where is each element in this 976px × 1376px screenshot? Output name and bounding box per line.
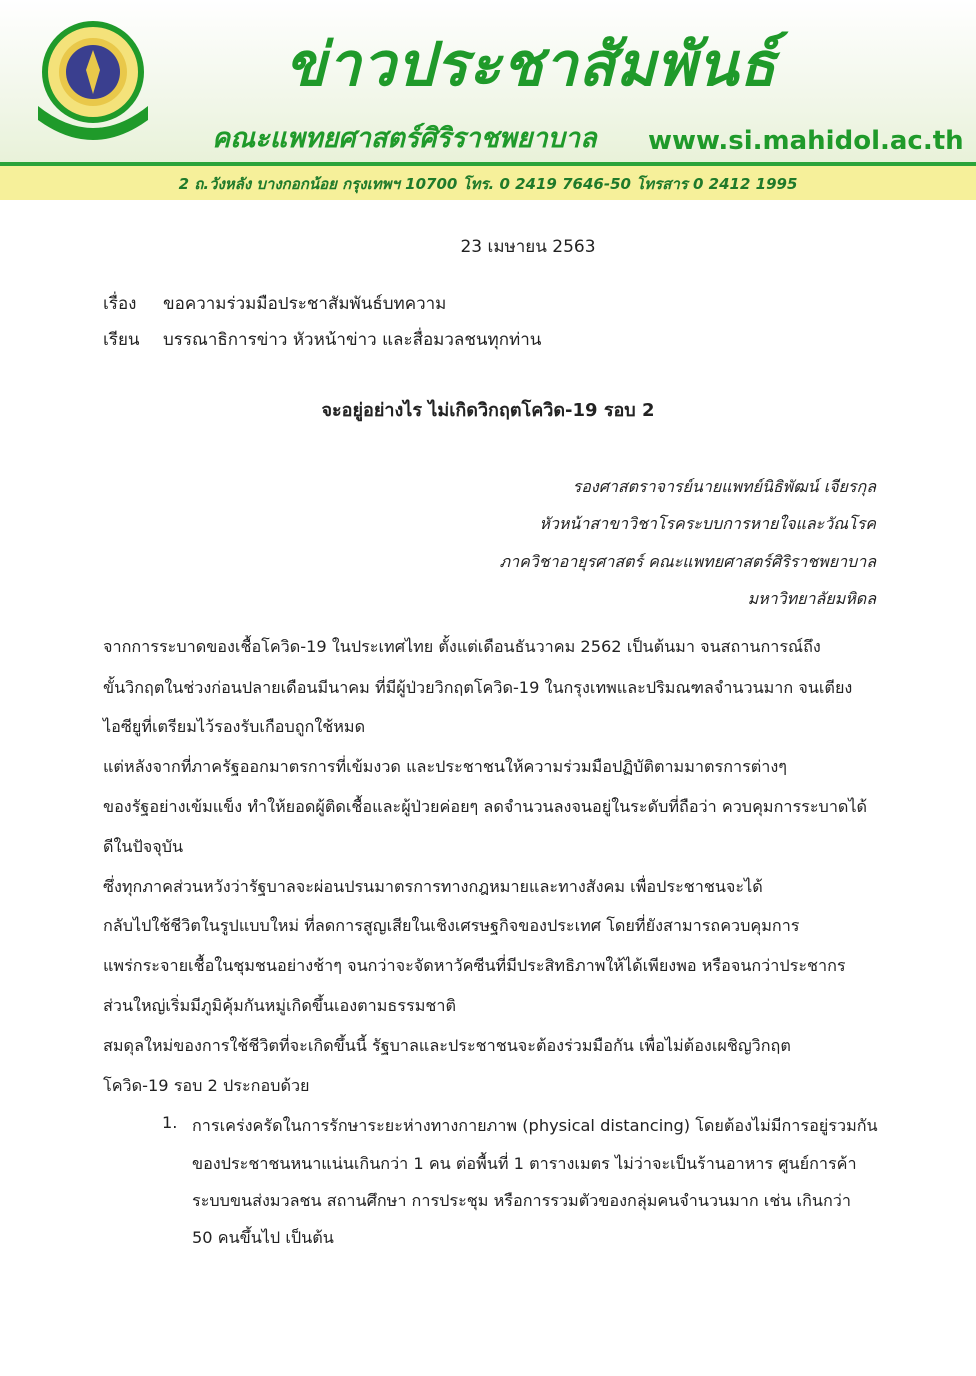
subject-line <box>103 290 446 317</box>
author-name: รองศาสตราจารย์นายแพทย์นิธิพัฒน์ เจียรกุล <box>572 477 876 496</box>
body-line: จากการระบาดของเชื้อโควิด-19 ในประเทศไทย ตั้งแต่เดือนธันวาคม 2562 เป็นต้นมา จนสถานการณ์ถึง <box>103 637 821 656</box>
body-line: ซึ่งทุกภาคส่วนหวังว่ารัฐบาลจะผ่อนปรนมาตรการทางกฎหมายและทางสังคม เพื่อประชาชนจะได้ <box>103 877 763 896</box>
recipient-value: บรรณาธิการข่าว หัวหน้าข่าว และสื่อมวลชนทุกท่าน <box>163 330 542 350</box>
body-line: สมดุลใหม่ของการใช้ชีวิตที่จะเกิดขึ้นนี้ รัฐบาลและประชาชนจะต้องร่วมมือกัน เพื่อไม่ต้องเผชิญวิกฤต <box>103 1036 791 1055</box>
list-item-line: ระบบขนส่งมวลชน สถานศึกษา การประชุม หรือการรวมตัวของกลุ่มคนจำนวนมาก เช่น เกินกว่า <box>192 1191 851 1210</box>
author-position: หัวหน้าสาขาวิชาโรคระบบการหายใจและวัณโรค <box>539 514 876 533</box>
body-line: ดีในปัจจุบัน <box>103 837 184 856</box>
body-line: กลับไปใช้ชีวิตในรูปแบบใหม่ ที่ลดการสูญเสียในเชิงเศรษฐกิจของประเทศ โดยที่ยังสามารถควบคุมการ <box>103 916 800 935</box>
header-title: ข่าวประชาสัมพันธ์ <box>285 30 777 100</box>
list-number: 1. <box>162 1113 178 1132</box>
subject-label: เรื่อง <box>103 294 137 314</box>
body-line: ของรัฐอย่างเข้มแข็ง ทำให้ยอดผู้ติดเชื้อและผู้ป่วยค่อยๆ ลดจำนวนลงจนอยู่ในระดับที่ถือว่า ควบคุมการระบาดได้ <box>103 797 868 816</box>
list-item-line: ของประชาชนหนาแน่นเกินกว่า 1 คน ต่อพื้นที่ 1 ตารางเมตร ไม่ว่าจะเป็นร้านอาหาร ศูนย์การค้า <box>192 1154 857 1173</box>
author-university: มหาวิทยาลัยมหิดล <box>747 589 876 608</box>
author-department: ภาควิชาอายุรศาสตร์ คณะแพทยศาสตร์ศิริราชพยาบาล <box>499 552 876 571</box>
recipient-line <box>103 326 541 353</box>
list-item-line: 50 คนขึ้นไป เป็นต้น <box>192 1228 334 1247</box>
body-line: ไอซียูที่เตรียมไว้รองรับเกือบถูกใช้หมด <box>103 717 366 736</box>
faculty-name: คณะแพทยศาสตร์ศิริราชพยาบาล <box>212 123 597 154</box>
list-item-line: การเคร่งครัดในการรักษาระยะห่างทางกายภาพ (physical distancing) โดยต้องไม่มีการอยู่รวมกัน <box>192 1116 878 1135</box>
body-line: ส่วนใหญ่เริ่มมีภูมิคุ้มกันหมู่เกิดขึ้นเองตามธรรมชาติ <box>103 996 456 1015</box>
body-line: โควิด-19 รอบ 2 ประกอบด้วย <box>103 1076 310 1095</box>
article-title: จะอยู่อย่างไร ไม่เกิดวิกฤตโควิด-19 รอบ 2 <box>321 400 655 421</box>
recipient-label: เรียน <box>103 330 140 350</box>
body-line: แพร่กระจายเชื้อในชุมชนอย่างช้าๆ จนกว่าจะจัดหาวัคซีนที่มีประสิทธิภาพให้ได้เพียงพอ หรือจนกว่าประชากร <box>103 956 846 975</box>
website-link[interactable]: www.si.mahidol.ac.th <box>648 126 964 156</box>
siriraj-logo <box>28 20 158 140</box>
body-line: แต่หลังจากที่ภาครัฐออกมาตรการที่เข้มงวด และประชาชนให้ความร่วมมือปฏิบัติตามมาตรการต่างๆ <box>103 757 787 776</box>
subject-value: ขอความร่วมมือประชาสัมพันธ์บทความ <box>163 294 447 314</box>
contact-address: 2 ถ.วังหลัง บางกอกน้อย กรุงเทพฯ 10700 โทร. 0 2419 7646-50 โทรสาร 0 2412 1995 <box>178 175 798 193</box>
body-line: ขั้นวิกฤตในช่วงก่อนปลายเดือนมีนาคม ที่มีผู้ป่วยวิกฤตโควิด-19 ในกรุงเทพและปริมณฑลจำนวนมาก จนเตียง <box>103 678 853 697</box>
letter-date: 23 เมษายน 2563 <box>460 237 596 257</box>
